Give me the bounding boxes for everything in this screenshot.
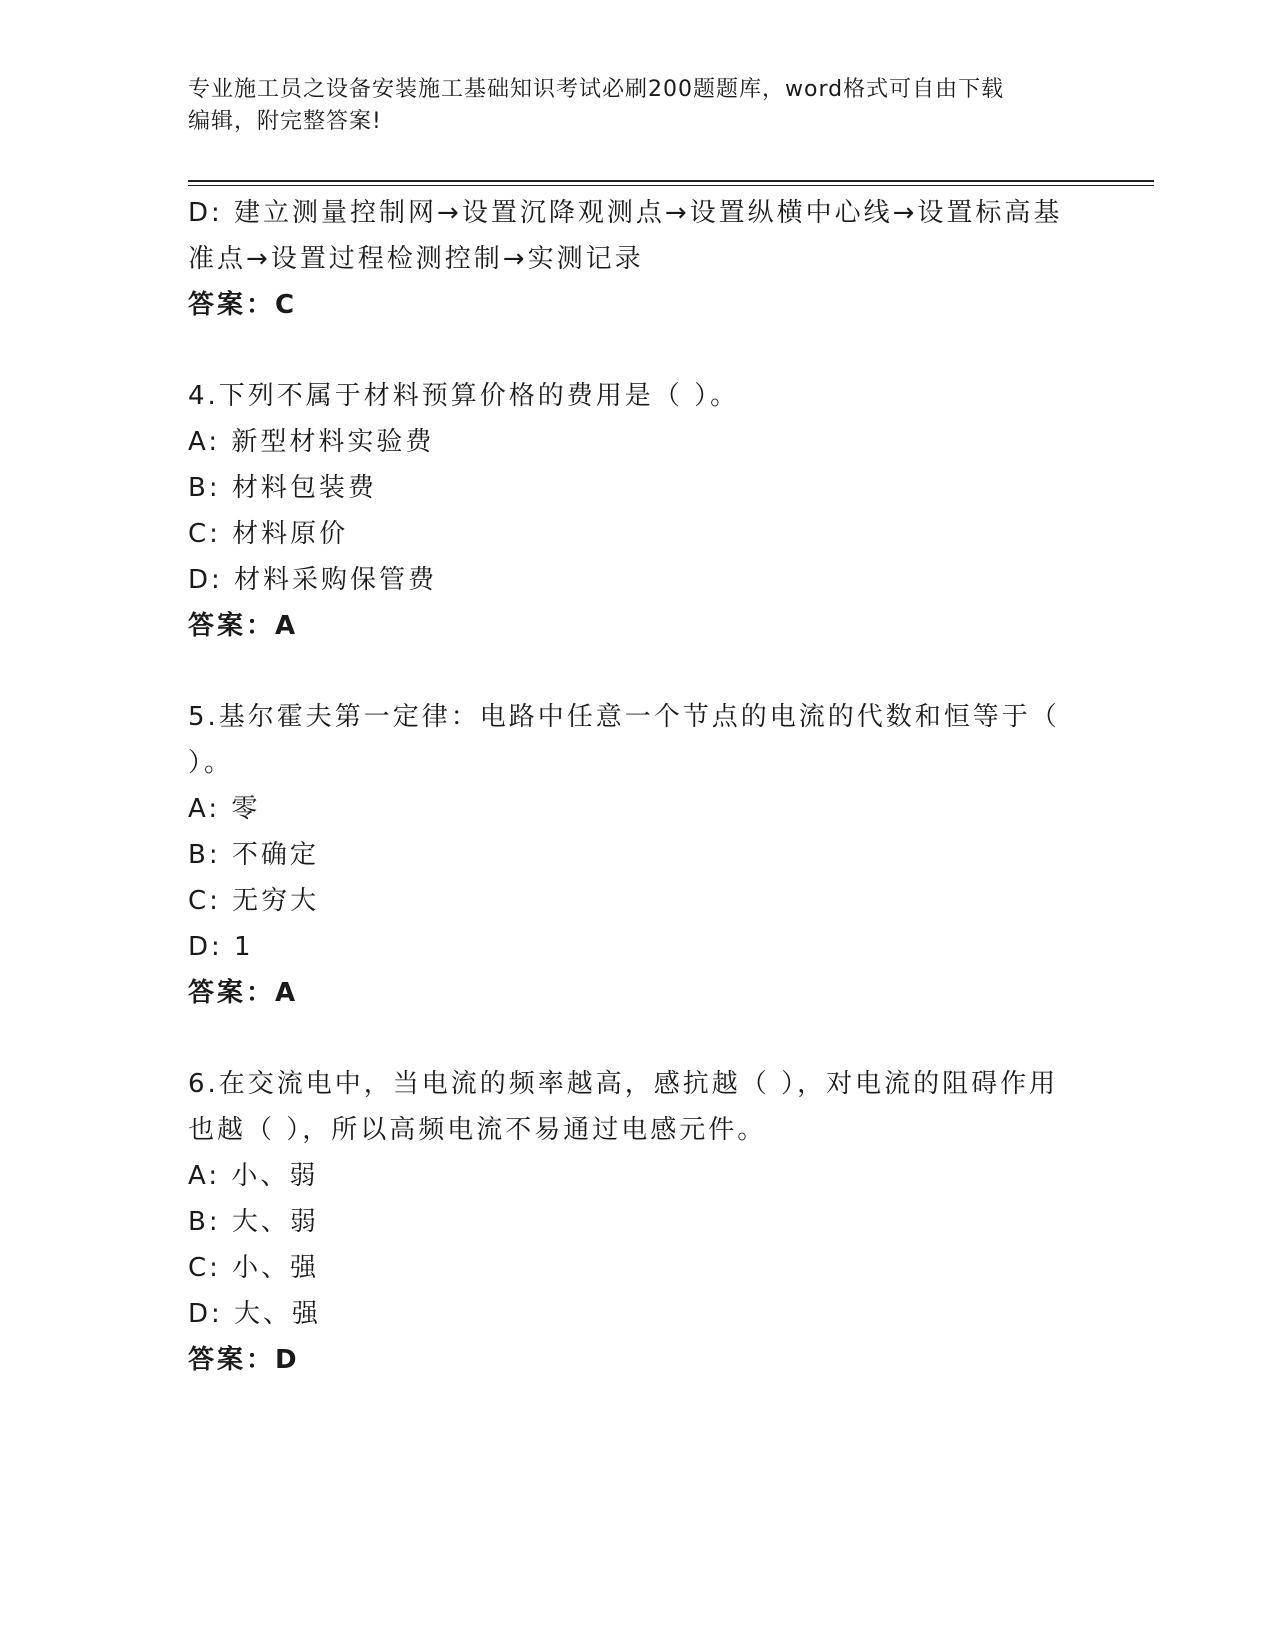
header-rule-thin [188,185,1154,186]
option-b: B: 不确定 [188,840,319,870]
answer-label: 答案：D [188,1345,300,1375]
option-b: B: 材料包装费 [188,473,377,503]
spacer [188,328,1088,373]
option-c: C: 材料原价 [188,519,349,549]
spacer [188,1016,1088,1061]
header-title-line-2: 编辑，附完整答案! [188,109,382,134]
option-d: D: 1 [188,932,254,962]
question-stem: 4.下列不属于材料预算价格的费用是（ ）。 [188,381,740,411]
question-stem-line-1: 5.基尔霍夫第一定律：电路中任意一个节点的电流的代数和恒等于（ [188,702,1060,732]
option-b: B: 大、弱 [188,1207,319,1237]
spacer [188,649,1088,694]
question-content [188,190,1088,1383]
option-d-line-2: 准点→设置过程检测控制→实测记录 [188,244,644,274]
option-d: D: 大、强 [188,1299,322,1329]
question-stem-line-1: 6.在交流电中，当电流的频率越高，感抗越（ ），对电流的阻碍作用 [188,1069,1059,1099]
option-d-line-1: D: 建立测量控制网→设置沉降观测点→设置纵横中心线→设置标高基 [188,198,1063,228]
question-6 [188,1061,1088,1383]
option-a: A: 零 [188,794,261,824]
answer-label: 答案：C [188,290,298,320]
question-stem-line-2: 也越（ ），所以高频电流不易通过电感元件。 [188,1115,767,1145]
question-stem-line-2: ）。 [188,748,234,778]
header-rule-thick [188,180,1154,182]
option-a: A: 小、弱 [188,1161,319,1191]
option-a: A: 新型材料实验费 [188,427,435,457]
question-5 [188,694,1088,1016]
option-c: C: 小、强 [188,1253,320,1283]
question-4 [188,373,1088,649]
page-header [188,74,1068,138]
option-d: D: 材料采购保管费 [188,565,438,595]
option-c: C: 无穷大 [188,886,320,916]
header-title-line-1: 专业施工员之设备安装施工基础知识考试必刷200题题库，word格式可自由下载 [188,77,1005,102]
question-3-continuation [188,190,1088,328]
answer-label: 答案：A [188,611,299,641]
answer-label: 答案：A [188,978,299,1008]
